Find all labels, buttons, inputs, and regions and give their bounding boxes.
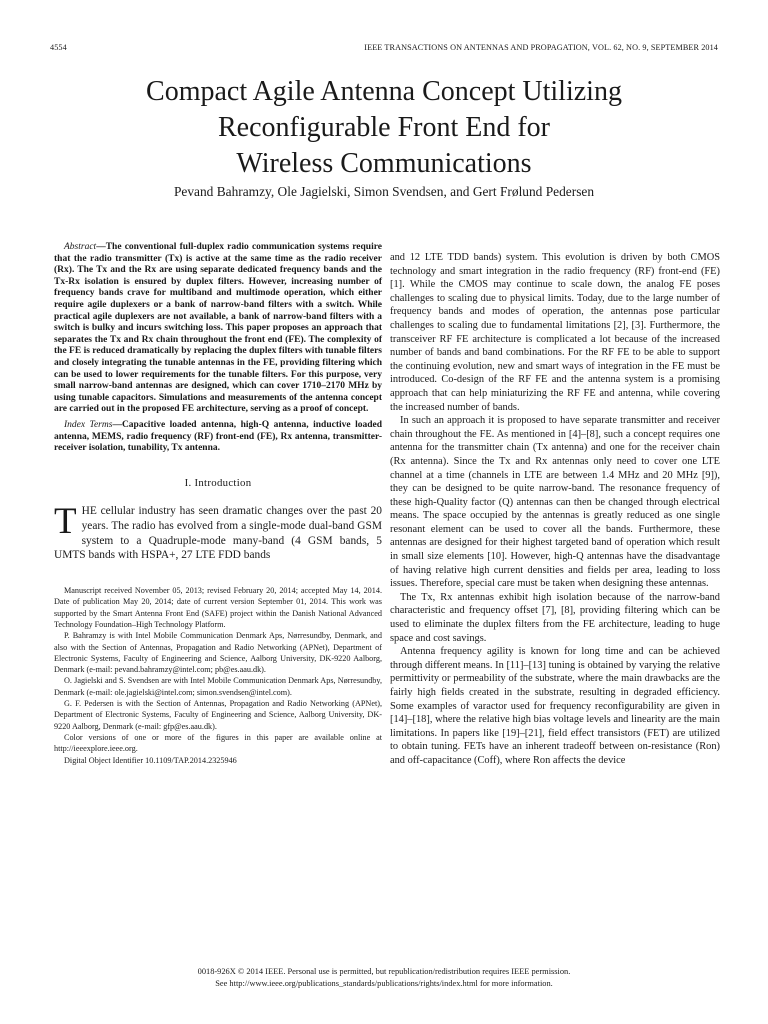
- section-heading: I. Introduction: [184, 476, 252, 489]
- copyright-notice: [50, 966, 718, 990]
- paper-title: [60, 74, 708, 182]
- body-paragraph: Antenna frequency agility is known for long time and can be achieved through different means. In [11]–[13] tuning is obtained by varying the relative permittivity or permeability of the substrate, where the main drawbacks are the fairly high fields created in the substrate, resulting in degraded efficiency. Some examples of varactor used for frequency reconfigurability are given in [14]–[18], where the relative high bias voltage levels and linearity are the main limitations. In papers like [19]–[21], field effect transistors (FET) are utilized to obtain tuning. FETs have an inherent tradeoff between on-resistance (Ron) and off-capacitance (Coff), where Ron affects the device: [390, 646, 720, 766]
- abstract-lead: Abstract: [64, 242, 97, 252]
- body-paragraph: In such an approach it is proposed to have separate transmitter and receiver chain throughout the FE. As mentioned in [4]–[8], such a concept requires one antenna for the transmitter chain (Tx antenna) and one for the receiver chain (Rx antenna). Since the Tx and Rx antennas only need to cover one LTE channel at a time (channels in LTE are between 1.4 MHz and 20 MHz [9]), they can be designed to be quite narrow-band. The resonance frequency of these high-Quality factor (Q) antennas can then be changed through electrical means. The space occupied by the antennas is greatly reduced as one single resonant element can be used to cover all the bands. Furthermore, these antennas are designed for their highest targeted band of operation which result in small size elements [10]. However, high-Q antennas have the disadvantage of having relative high current densities and fields per area, leading to loss issues. Therefore, special care must be taken when designing these antennas.: [390, 415, 720, 590]
- body-paragraph: The Tx, Rx antennas exhibit high isolation because of the narrow-band characteristic and frequency offset [7], [8], providing filtering which can be used to eliminate the duplex filters from the FE architecture, leading to huge space and cost savings.: [390, 591, 720, 644]
- body-paragraph: and 12 LTE TDD bands) system. This evolution is driven by both CMOS technology and smart integration in the radio frequency (RF) front-end (FE) [1]. While the CMOS may continue to scale down, the analog FE poses challenges to scaling due to physical limits. Today, due to the large number of frequency bands and modes of operation, the antennas pose particular challenges to scaling due to fundamental limitations [2], [3]. Furthermore, the transceiver RF FE architecture is complicated a lot because of the increased number of bands and band combinations. For the RF FE to be able to support the continuing evolution, new and smart ways of integration in the FE must be introduced. Co-design of the RF FE and the antenna system is a promising approach that can help miniaturizing the RF FE and antenna, while covering the increased number of bands.: [390, 252, 720, 413]
- footnote-color-figures: Color versions of one or more of the figures in this paper are available online at http://ieeexplore.ieee.org.: [54, 732, 382, 754]
- footnote-manuscript: Manuscript received November 05, 2013; revised February 20, 2014; accepted May 14, 2014. Date of publication May 20, 2014; date of current version September 01, 2014. This work was supported by the Smart Antenna Front End (SAFE) project within the Danish National Advanced Technology Foundation–High Technology Platform.: [54, 586, 382, 629]
- footnote-jagielski-svendsen: O. Jagielski and S. Svendsen are with Intel Mobile Communication Denmark Aps, Nørresundby, Denmark (e-mail: ole.jagielski@intel.com; simon.svendsen@intel.com).: [54, 676, 382, 697]
- intro-paragraph: [54, 501, 382, 563]
- intro-text: HE cellular industry has seen dramatic changes over the past 20 years. The radio has evolved from a single-mode dual-band GSM system to a Quadruple-mode many-band (4 GSM bands, 5 UMTS bands with HSPA+, 27 LTE FDD bands: [54, 505, 382, 562]
- author-list: Pevand Bahramzy, Ole Jagielski, Simon Svendsen, and Gert Frølund Pedersen: [173, 184, 595, 199]
- footnote-bahramzy: P. Bahramzy is with Intel Mobile Communication Denmark Aps, Nørresundby, Denmark, and also with the Section of Antennas, Propagation and Radio Networking (APNet), Department of Electronic Systems, Faculty of Engineering and Science, Aalborg University, DK-9220 Aalborg, Denmark (e-mail: pevand.bahramzy@intel.com; pb@es.aau.dk).: [54, 631, 382, 675]
- index-terms-lead: Index Terms: [64, 419, 113, 430]
- title-line-1: Compact Agile Antenna Concept Utilizing: [146, 76, 622, 107]
- left-column: [54, 242, 382, 766]
- footnote-doi: Digital Object Identifier 10.1109/TAP.2014.2325946: [64, 755, 237, 765]
- footnotes: [54, 585, 382, 766]
- title-line-3: Wireless Communications: [236, 148, 532, 179]
- index-terms-body: —Capacitive loaded antenna, high-Q antenna, inductive loaded antenna, MEMS, radio frequency (RF) front-end (FE), Rx antenna, transmitter-receiver isolation, tunability, Tx antenna.: [54, 419, 382, 454]
- running-header: [50, 43, 718, 55]
- page-number: 4554: [50, 43, 67, 52]
- abstract-body: —The conventional full-duplex radio communication systems require that the radio transmitter (Tx) is active at the same time as the radio receiver (Rx). The Tx and the Rx are using separate dedicated frequency bands and the Tx-Rx isolation is ensured by duplex filters. However, increasing number of frequency bands crave for multiband and multimode operation, which either require agile duplexers or a bank of narrow-band filters with a switch. While practical agile duplexers are not available, a bank of narrow-band filters with a switch is bulky and incurs switching loss. This paper proposes an approach that separates the Tx and Rx chain throughout the front end (FE). The complexity of the FE is reduced dramatically by replacing the duplex filters with tunable filters and closely integrating the tunable antennas in the FE, providing filtering which can be used to lower requirements for the tunable filters. For this purpose, very small narrow-band antennas are designed, which can cover 1710–2170 MHz by using tunable capacitors. Simulations and measurements of the antenna concept are carried out in the proposed FE architecture, serving as a proof of concept.: [54, 242, 382, 415]
- drop-cap: T: [54, 501, 77, 543]
- footnote-pedersen: G. F. Pedersen is with the Section of Antennas, Propagation and Radio Networking (APNet), Department of Electronic Systems, Faculty of Engineering and Science, Aalborg University, DK-9220 Aalborg, Denmark (e-mail: gfp@es.aau.dk).: [54, 699, 382, 731]
- copyright-line-2: See http://www.ieee.org/publications_standards/publications/rights/index.html for more information.: [215, 979, 553, 989]
- abstract: [54, 242, 382, 416]
- right-column: [390, 251, 720, 768]
- title-line-2: Reconfigurable Front End for: [217, 112, 551, 143]
- copyright-line-1: 0018-926X © 2014 IEEE. Personal use is permitted, but republication/redistribution requires IEEE permission.: [197, 967, 571, 976]
- index-terms: [54, 420, 382, 455]
- journal-name: IEEE TRANSACTIONS ON ANTENNAS AND PROPAGATION, VOL. 62, NO. 9, SEPTEMBER 2014: [364, 43, 718, 52]
